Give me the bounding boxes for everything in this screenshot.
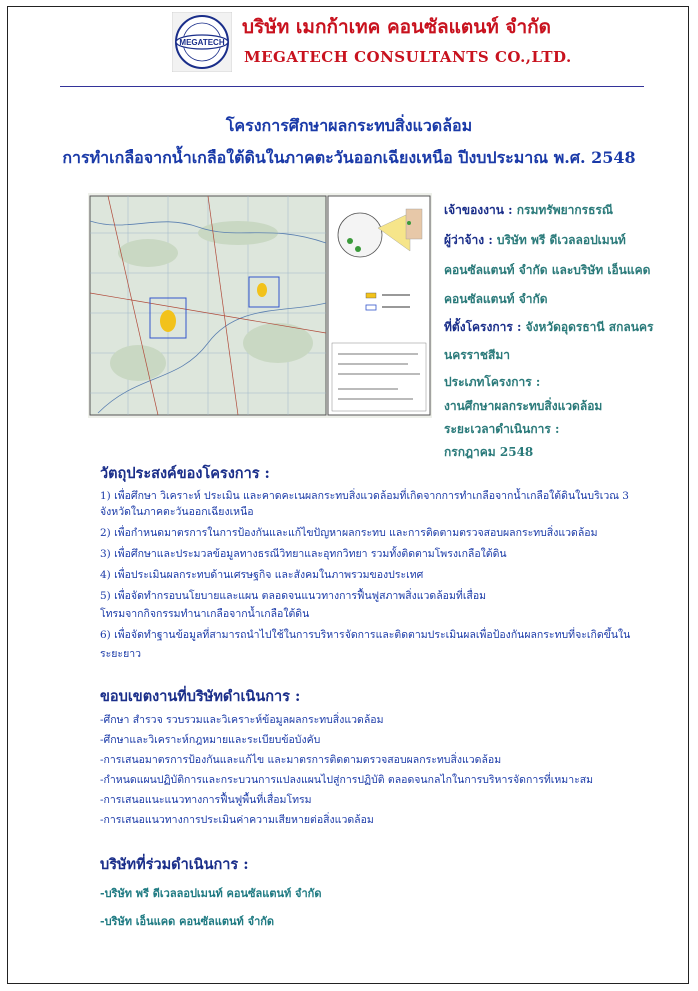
scope-line: -ศึกษา สำรวจ รวบรวมและวิเคราะห์ข้อมูลผลกระทบสิ่งแวดล้อม <box>100 714 384 726</box>
scope-line: -การเสนอแนวทางการประเมินค่าความเสียหายต่อสิ่งแวดล้อม <box>100 814 374 826</box>
objective-line: จังหวัดในภาคตะวันออกเฉียงเหนือ <box>100 506 254 518</box>
info-owner <box>444 201 689 220</box>
location-label: ที่ตั้งโครงการ : <box>444 320 522 334</box>
megatech-logo <box>172 12 232 72</box>
contractor-value: บริษัท พรี ดีเวลลอปเมนท์ <box>492 233 626 247</box>
scope-line: -การเสนอแนะแนวทางการฟื้นฟูพื้นที่เสื่อมโทรม <box>100 794 312 806</box>
objective-line: โทรมจากกิจกรรมทำนาเกลือจากน้ำเกลือใต้ดิน <box>100 608 310 620</box>
objective-line: 2) เพื่อกำหนดมาตรการในการป้องกันและแก้ไขปัญหาผลกระทบ และการติดตามตรวจสอบผลกระทบสิ่งแวดล้อม <box>100 527 598 539</box>
objective-line: 6) เพื่อจัดทำฐานข้อมูลที่สามารถนำไปใช้ในการบริหารจัดการและติดตามประเมินผลเพื่อป้องกันผลกระทบที่จะเกิดขึ้นใน <box>100 629 631 641</box>
objective-line: 1) เพื่อศึกษา วิเคราะห์ ประเมิน และคาดคะเนผลกระทบสิ่งแวดล้อมที่เกิดจากการทำเกลือจากน้ำเกลือใต้ดินในบริเวณ 3 <box>100 490 629 502</box>
company-name-thai: บริษัท เมกก้าเทค คอนซัลแตนท์ จำกัด <box>242 16 551 38</box>
partner-line: -บริษัท เอ็นแคด คอนซัลแตนท์ จำกัด <box>100 915 275 928</box>
contractor-line2: คอนซัลแตนท์ จำกัด และบริษัท เอ็นแคด <box>444 263 651 277</box>
scope-line: -การเสนอมาตรการป้องกันและแก้ไข และมาตรการติดตามตรวจสอบผลกระทบสิ่งแวดล้อม <box>100 754 502 766</box>
company-name-english: MEGATECH CONSULTANTS CO.,LTD. <box>244 48 572 66</box>
objective-line: 4) เพื่อประเมินผลกระทบด้านเศรษฐกิจ และสังคมในภาพรวมของประเทศ <box>100 569 424 581</box>
location-line2: นครราชสีมา <box>444 348 510 362</box>
objective-line: ระยะยาว <box>100 648 142 660</box>
logo-text: MEGATECH <box>179 38 225 47</box>
scope-line: -ศึกษาและวิเคราะห์กฎหมายและระเบียบข้อบังคับ <box>100 734 321 746</box>
period-label: ระยะเวลาดำเนินการ : <box>444 422 560 436</box>
project-location-map <box>88 193 432 418</box>
scope-line: -กำหนดแผนปฏิบัติการและกระบวนการแปลงแผนไปสู่การปฏิบัติ ตลอดจนกลไกในการบริหารจัดการที่เหมาะสม <box>100 774 594 786</box>
contractor-label: ผู้ว่าจ้าง : <box>444 233 493 247</box>
project-title-line1: โครงการศึกษาผลกระทบสิ่งแวดล้อม <box>225 116 473 135</box>
owner-label: เจ้าของงาน : <box>444 203 513 217</box>
contractor-line3: คอนซัลแตนท์ จำกัด <box>444 292 548 306</box>
partner-line: -บริษัท พรี ดีเวลลอปเมนท์ คอนซัลแตนท์ จำกัด <box>100 887 322 900</box>
objective-line: 5) เพื่อจัดทำกรอบนโยบายและแผน ตลอดจนแนวทางการฟื้นฟูสภาพสิ่งแวดล้อมที่เสื่อม <box>100 590 487 602</box>
project-title-line2: การทำเกลือจากน้ำเกลือใต้ดินในภาคตะวันออกเฉียงเหนือ ปีงบประมาณ พ.ศ. 2548 <box>62 148 636 167</box>
period-value: กรกฎาคม 2548 <box>444 445 534 459</box>
scope-heading: ขอบเขตงานที่บริษัทดำเนินการ : <box>100 688 301 705</box>
owner-value: กรมทรัพยากรธรณี <box>512 203 614 217</box>
type-label: ประเภทโครงการ : <box>444 375 541 389</box>
header-divider <box>60 86 644 87</box>
info-location <box>444 318 689 337</box>
partners-heading: บริษัทที่ร่วมดำเนินการ : <box>100 856 249 873</box>
type-value: งานศึกษาผลกระทบสิ่งแวดล้อม <box>444 399 603 413</box>
info-contractor <box>444 231 689 250</box>
objectives-heading: วัตถุประสงค์ของโครงการ : <box>100 465 270 482</box>
objective-line: 3) เพื่อศึกษาและประมวลข้อมูลทางธรณีวิทยาและอุทกวิทยา รวมทั้งติดตามโพรงเกลือใต้ดิน <box>100 548 507 560</box>
location-value: จังหวัดอุดรธานี สกลนคร <box>521 320 654 334</box>
